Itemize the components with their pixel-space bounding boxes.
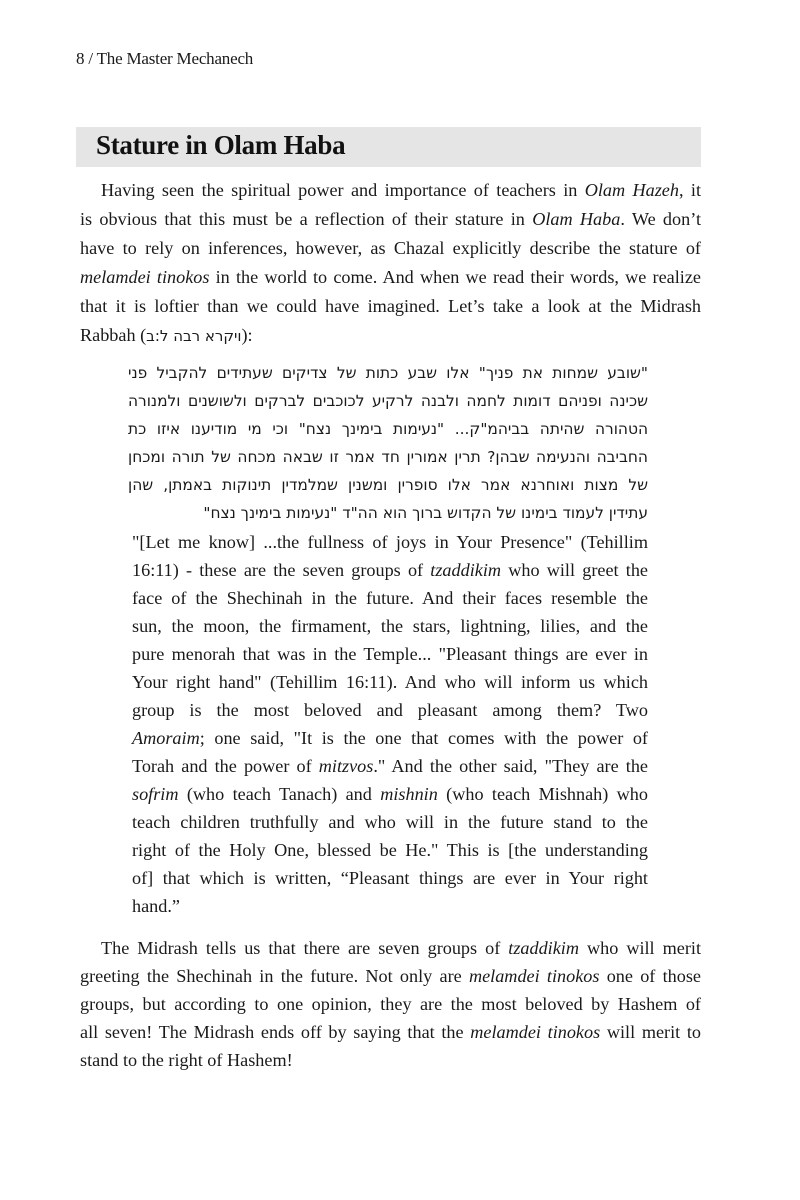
translation-line xyxy=(132,868,648,896)
text-run: Torah and the power of xyxy=(132,756,319,776)
hebrew-line: שכינה ופניהם דומות לחמה ולבנה לרקיע לכוכבים לברקים ולשושנים ולמנורה xyxy=(128,392,648,410)
translation-line xyxy=(132,644,648,672)
italic-term: Olam Hazeh xyxy=(584,180,679,200)
text-run: is obvious that this must be a reflection of their stature in xyxy=(80,209,533,229)
italic-term: mitzvos xyxy=(318,756,374,776)
text-run: will merit to xyxy=(600,1022,702,1042)
hebrew-line: הטהורה שהיתה בביהמ"ק... "נעימות בימינך נצח" וכי מי מודיענו איזו כת xyxy=(128,420,648,438)
hebrew-line: החביבה והנעימה שבהן? תרין אמורין חד אמר זו שבאה מכחה של תורה ומכחן xyxy=(128,448,648,466)
hebrew-line: "שובע שמחות את פניך" אלו שבע כתות של צדיקים שעתידים להקביל פני xyxy=(128,364,648,382)
closing-line xyxy=(80,938,701,967)
translation-line xyxy=(132,728,648,756)
italic-term: sofrim xyxy=(132,784,179,804)
text-run: ; one said, "It is the one that comes with the power of xyxy=(199,728,648,748)
translation-line xyxy=(132,840,648,868)
text-run: (who teach Tanach) and xyxy=(178,784,381,804)
italic-term: tzaddikim xyxy=(430,560,502,580)
italic-term: melamdei tinokos xyxy=(470,1022,601,1042)
text-run: right of the Holy One, blessed be He." This is [the understanding xyxy=(132,840,648,860)
text-run: who will merit xyxy=(579,938,701,958)
translation-line xyxy=(132,560,648,588)
intro-line xyxy=(80,209,701,238)
hebrew-line: של מצות ואוחרנא אמר אלו סופרין ומשנין שמלמדין תינוקות באמתן, שהן xyxy=(128,476,648,494)
translation-line xyxy=(132,616,648,644)
text-run: Your right hand" (Tehillim 16:11). And who will inform us which xyxy=(132,672,648,692)
text-run: ): xyxy=(241,325,253,345)
text-run: group is the most beloved and pleasant among them? Two xyxy=(132,700,648,720)
text-run: greeting the Shechinah in the future. Not only are xyxy=(80,966,469,986)
intro-line xyxy=(80,180,701,209)
text-run: stand to the right of Hashem! xyxy=(80,1050,293,1070)
text-run: . We don’t xyxy=(620,209,701,229)
text-run: , it xyxy=(678,180,702,200)
text-run: The Midrash tells us that there are seven groups of xyxy=(101,938,509,958)
text-run: teach children truthfully and who will in the future stand to the xyxy=(132,812,648,832)
text-run: in the world to come. And when we read their words, we realize xyxy=(209,267,701,287)
intro-line xyxy=(80,267,701,296)
translation-line xyxy=(132,700,648,728)
text-run: hand.” xyxy=(132,896,180,916)
translation-line xyxy=(132,756,648,784)
closing-line xyxy=(80,1022,701,1051)
running-head: 8 / The Master Mechanech xyxy=(76,49,254,68)
hebrew-citation: ויקרא רבה ל:ב xyxy=(146,327,242,345)
italic-term: melamdei tinokos xyxy=(80,267,210,287)
closing-line xyxy=(80,1050,701,1079)
text-run: of] that which is written, “Pleasant things are ever in Your right xyxy=(132,868,648,888)
text-run: face of the Shechinah in the future. And their faces resemble the xyxy=(132,588,648,608)
text-run: groups, but according to one opinion, they are the most beloved by Hashem of xyxy=(80,994,701,1014)
italic-term: tzaddikim xyxy=(508,938,579,958)
text-run: "[Let me know] ...the fullness of joys in Your Presence" (Tehillim xyxy=(132,532,648,552)
text-run: ." And the other said, "They are the xyxy=(373,756,648,776)
translation-line xyxy=(132,812,648,840)
translation-line xyxy=(132,588,648,616)
italic-term: Olam Haba xyxy=(532,209,621,229)
intro-line xyxy=(80,325,701,354)
section-heading-band xyxy=(76,127,701,167)
intro-line xyxy=(80,238,701,267)
italic-term: mishnin xyxy=(380,784,438,804)
text-run: one of those xyxy=(599,966,701,986)
text-run: (who teach Mishnah) who xyxy=(437,784,648,804)
translation-line xyxy=(132,896,648,924)
closing-line xyxy=(80,966,701,995)
text-run: who will greet the xyxy=(501,560,648,580)
translation-line xyxy=(132,672,648,700)
text-run: have to rely on inferences, however, as Chazal explicitly describe the stature of xyxy=(80,238,701,258)
translation-line xyxy=(132,784,648,812)
hebrew-line: עתידין לעמוד בימינו של הקדוש ברוך הוא הה"ד "נעימות בימינך נצח" xyxy=(203,504,648,522)
translation-line xyxy=(132,532,648,560)
section-title: Stature in Olam Haba xyxy=(96,130,346,160)
text-run: sun, the moon, the firmament, the stars, lightning, lilies, and the xyxy=(132,616,648,636)
closing-line xyxy=(80,994,701,1023)
text-run: Having seen the spiritual power and importance of teachers in xyxy=(101,180,585,200)
italic-term: melamdei tinokos xyxy=(468,966,600,986)
text-run: 16:11) - these are the seven groups of xyxy=(132,560,431,580)
text-run: Rabbah ( xyxy=(80,325,147,345)
italic-term: Amoraim xyxy=(132,728,200,748)
text-run: that it is loftier than we could have imagined. Let’s take a look at the Midrash xyxy=(80,296,701,316)
text-run: all seven! The Midrash ends off by saying that the xyxy=(80,1022,471,1042)
text-run: pure menorah that was in the Temple... "Pleasant things are ever in xyxy=(132,644,648,664)
intro-line xyxy=(80,296,701,325)
